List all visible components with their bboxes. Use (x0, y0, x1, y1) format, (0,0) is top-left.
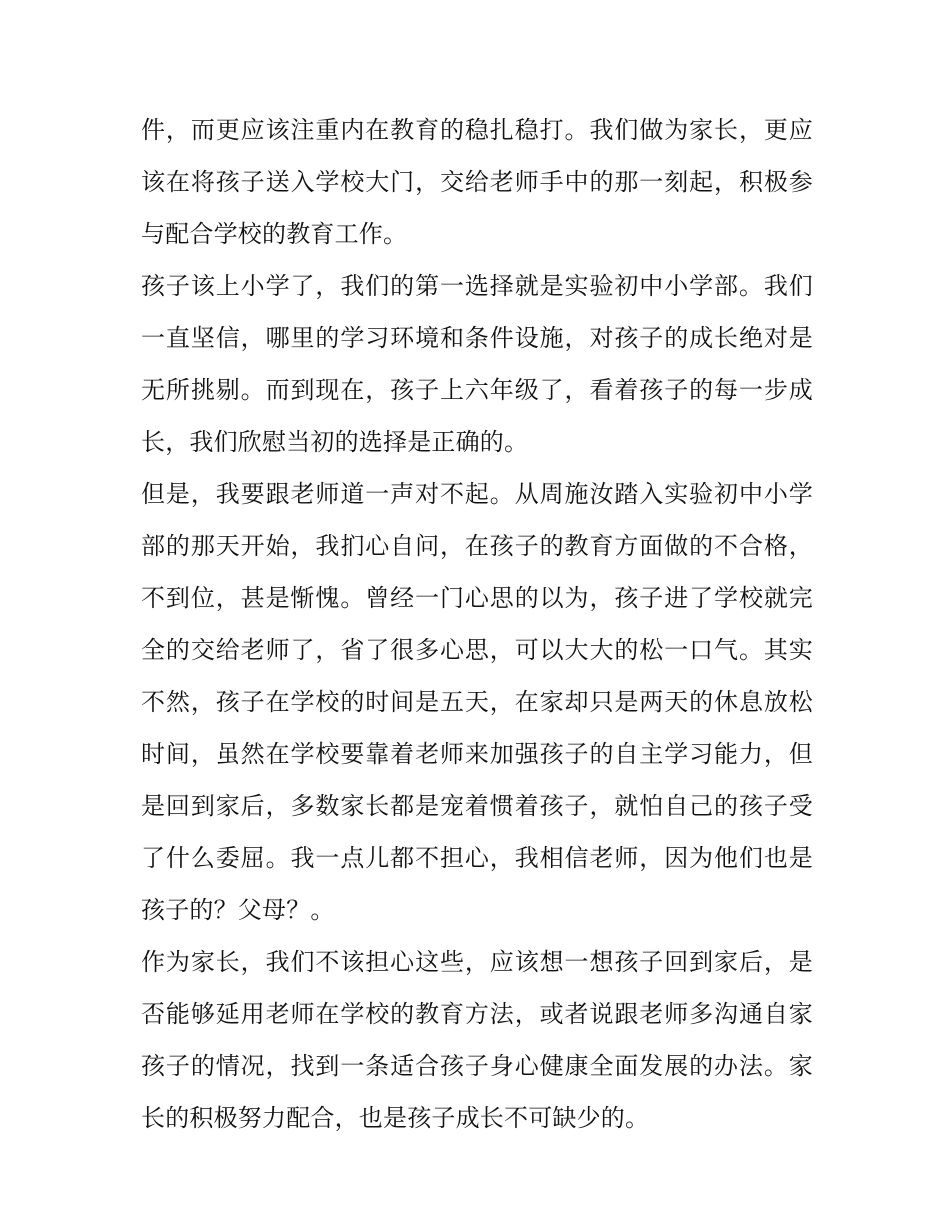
paragraph-3: 但是，我要跟老师道一声对不起。从周施汝踏入实验初中小学部的那天开始，我扪心自问，在孩子的教育方面做的不合格，不到位，甚是惭愧。曾经一门心思的以为，孩子进了学校就完全的交给老师了，省了很多心思，可以大大的松一口气。其实不然，孩子在学校的时间是五天，在家却只是两天的休息放松时间，虽然在学校要靠着老师来加强孩子的自主学习能力，但是回到家后，多数家长都是宠着惯着孩子，就怕自己的孩子受了什么委屈。我一点儿都不担心，我相信老师，因为他们也是孩子的？父母？。 (141, 480, 813, 924)
document-body (141, 104, 813, 1144)
paragraph-1: 件，而更应该注重内在教育的稳扎稳打。我们做为家长，更应该在将孩子送入学校大门，交给老师手中的那一刻起，积极参与配合学校的教育工作。 (141, 116, 813, 248)
paragraph-2: 孩子该上小学了，我们的第一选择就是实验初中小学部。我们一直坚信，哪里的学习环境和条件设施，对孩子的成长绝对是无所挑剔。而到现在，孩子上六年级了，看着孩子的每一步成长，我们欣慰当初的选择是正确的。 (141, 272, 813, 456)
paragraph-4: 作为家长，我们不该担心这些，应该想一想孩子回到家后，是否能够延用老师在学校的教育方法，或者说跟老师多沟通自家孩子的情况，找到一条适合孩子身心健康全面发展的办法。家长的积极努力配合，也是孩子成长不可缺少的。 (141, 948, 813, 1132)
